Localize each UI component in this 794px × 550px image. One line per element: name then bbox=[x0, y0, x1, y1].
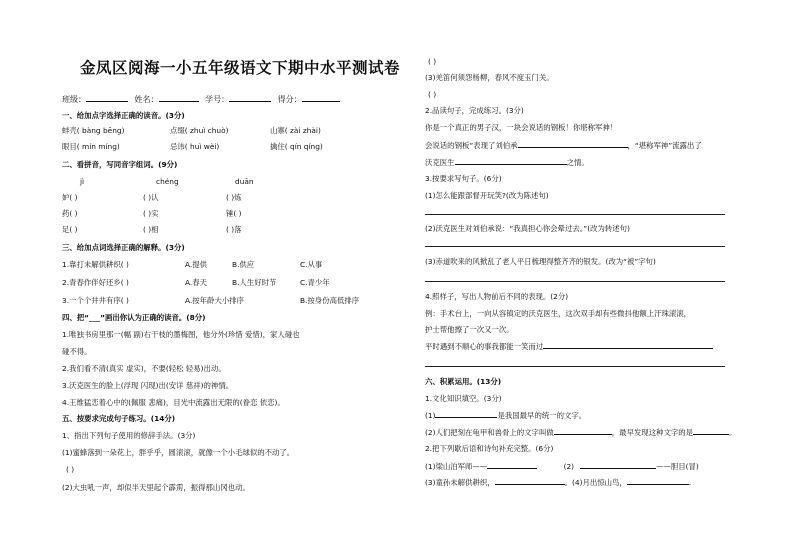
s6-text: (3)童孙未解供耕织， bbox=[425, 478, 495, 487]
name-label: 姓名： bbox=[134, 95, 159, 104]
q2-text: 之情。 bbox=[566, 158, 589, 167]
s2-item: 妒( ) bbox=[62, 193, 78, 202]
s2-item: ( )相 bbox=[143, 225, 159, 234]
q2-line-2 bbox=[425, 157, 589, 167]
section-3-heading: 三、给加点词选择正确的解释。(3分) bbox=[62, 243, 185, 252]
s2-item: 足( ) bbox=[62, 225, 78, 234]
s3-option: B.人生好时节 bbox=[232, 278, 277, 287]
s6-blank[interactable] bbox=[435, 410, 497, 418]
s3-item: 3.一个个井井有序( ) bbox=[62, 296, 129, 305]
s6-blank[interactable] bbox=[495, 477, 565, 485]
s1-item: 山寨( zài zhài) bbox=[270, 126, 321, 135]
s1-item: 忌讳( huì wèi) bbox=[170, 142, 220, 151]
q4-example: 例：手术台上，一向从容镇定的沃克医生，这次双手却有些微抖他额上汗珠滚滚， bbox=[425, 309, 692, 318]
s6-text: 是我国最早的统一的文字。 bbox=[497, 411, 587, 420]
q3-item: (3)赤道吹来的风掀乱了老人平日梳理得整齐齐的银发。(改为“被”字句) bbox=[425, 257, 656, 266]
s1-item: 眼目( mín míng) bbox=[62, 142, 120, 151]
s6-blank[interactable] bbox=[554, 427, 612, 435]
s6-blank[interactable] bbox=[580, 461, 656, 469]
r-line: (3)羌笛何须怨杨柳，春风不度玉门关。 bbox=[425, 73, 554, 82]
s2-item: ( )炼 bbox=[226, 193, 242, 202]
number-label: 学号： bbox=[205, 95, 230, 104]
s6-text: ——胆目(冒) bbox=[656, 462, 699, 471]
q4-text: 平时遇到不顺心的事我都能一笑而过 bbox=[425, 342, 544, 351]
s1-item: 蚌壳( bàng bēng) bbox=[62, 126, 125, 135]
score-blank[interactable] bbox=[302, 94, 340, 102]
s4-line: 1.唯独书房里那一(幅 副)右干枝的墨梅图，他分外(珍惜 爱惜)，家人碰也 bbox=[62, 330, 300, 339]
q4-blank[interactable] bbox=[543, 341, 713, 349]
pinyin-label: jì bbox=[80, 177, 85, 186]
s6-q1: 1.文化知识填空。(3分) bbox=[425, 394, 502, 403]
s6-blank[interactable] bbox=[627, 477, 689, 485]
s6-blank[interactable] bbox=[487, 461, 537, 469]
section-2-heading: 二、看拼音，写同音字组词。(9分) bbox=[62, 160, 178, 169]
s6-q2-1 bbox=[425, 461, 699, 471]
score-label: 得分： bbox=[277, 95, 302, 104]
s3-item: 1.靠打未解供耕织( ) bbox=[62, 260, 129, 269]
q4-prompt bbox=[425, 341, 713, 351]
s5-answer-bracket[interactable]: ( ) bbox=[66, 465, 75, 474]
answer-line[interactable] bbox=[425, 281, 725, 282]
s3-option: A.提供 bbox=[185, 260, 208, 269]
s6-text: 。(4)月出惊山鸟， bbox=[564, 478, 627, 487]
pinyin-label: duān bbox=[235, 177, 254, 186]
s3-option: A.春天 bbox=[185, 278, 208, 287]
s4-line: 2.我们看不清(真实 虚实)，不要(轻松 轻易)出动。 bbox=[62, 364, 226, 373]
s6-text: ，最早发现这种文字的是 bbox=[611, 428, 694, 437]
s6-q2: 2.把下列歇后语和诗句补充完整。(6分) bbox=[425, 444, 554, 453]
s1-item: 擒住( qín qíng) bbox=[270, 142, 323, 151]
class-blank[interactable] bbox=[86, 94, 128, 102]
s3-option: C.从事 bbox=[300, 260, 323, 269]
name-blank[interactable] bbox=[159, 94, 199, 102]
s5-line: (1)蜜蜂落到一朵花上，胖乎乎，圆滚滚，就像一个小毛球似的不动了。 bbox=[62, 448, 295, 457]
q2-line-1 bbox=[425, 140, 702, 150]
s3-option: B.按身份高低排序 bbox=[300, 296, 360, 305]
s3-option: C.青少年 bbox=[300, 278, 330, 287]
s6-text: (1)梁山泊军师—— bbox=[425, 462, 488, 471]
section-1-heading: 一、给加点字选择正确的读音。(3分) bbox=[62, 111, 185, 120]
q3-item: (2)沃克医生对刘伯承说：“我真担心你会晕过去。”(改为转述句) bbox=[425, 224, 630, 233]
answer-bracket[interactable]: ( ) bbox=[428, 90, 437, 99]
q4-heading: 4.照样子，写出人物前后不同的表现。(2分) bbox=[425, 292, 569, 301]
q2-text: 会说话的钢板”表现了刘伯承 bbox=[425, 141, 518, 150]
q3-heading: 3.按要求写句子。(6分) bbox=[425, 174, 502, 183]
s1-item: 点缀( zhuì chuò) bbox=[170, 126, 229, 135]
section-5-heading: 五、按要求完成句子练习。(14分) bbox=[62, 414, 176, 423]
q2-blank-1[interactable] bbox=[518, 140, 628, 148]
q2-blank-2[interactable] bbox=[455, 157, 567, 165]
s2-item: 锤( ) bbox=[226, 209, 242, 218]
s2-item: ( )落 bbox=[226, 225, 242, 234]
s6-text: (2)人们把刻在龟甲和兽骨上的文字叫做 bbox=[425, 428, 554, 437]
q3-item: (1)怎么能跟部督开玩笑?(改为陈述句) bbox=[425, 191, 549, 200]
s4-line: 4.王维猛恋着心中的(佩服 悲痛)，目光中流露出无限的(眷恋 依恋)。 bbox=[62, 398, 285, 407]
q2-text: 沃克医生 bbox=[425, 158, 455, 167]
s6-q1-2 bbox=[425, 427, 736, 437]
s3-item: 2.青春作伴好还乡( ) bbox=[62, 278, 129, 287]
answer-line[interactable] bbox=[425, 366, 725, 367]
answer-line[interactable] bbox=[425, 246, 725, 247]
s6-text: (2) bbox=[563, 462, 575, 471]
header-info bbox=[62, 94, 340, 104]
q2-text: ，“堪称军神”流露出了 bbox=[627, 141, 702, 150]
section-4-heading: 四、把“___”画出你认为正确的读音。(8分) bbox=[62, 313, 206, 322]
s3-option: A.按年龄大小排序 bbox=[185, 296, 245, 305]
s6-text: (1) bbox=[425, 411, 436, 420]
s6-q2-2: (3)童孙未解供耕织， 。(4)月出惊山鸟， . bbox=[425, 478, 692, 487]
section-6-heading: 六、积累运用。(13分) bbox=[425, 377, 502, 386]
s6-q1-1 bbox=[425, 410, 586, 420]
s4-line: 碰不得。 bbox=[62, 347, 92, 356]
s2-item: 药( ) bbox=[62, 209, 78, 218]
r-line: 你是一个真正的男子汉，一块会说话的钢板！你堪称军神！ bbox=[425, 123, 618, 132]
s2-item: ( )实 bbox=[143, 209, 159, 218]
class-label: 班级： bbox=[62, 95, 86, 104]
page-title: 金凤区阅海一小五年级语文下期中水平测试卷 bbox=[80, 59, 401, 77]
s6-text: 。 bbox=[729, 428, 737, 437]
s4-line: 3.沃克医生的脸上(浮现 闪现)出(安详 慈祥)的神情。 bbox=[62, 381, 234, 390]
answer-line[interactable] bbox=[425, 214, 725, 215]
pinyin-label: chéng bbox=[156, 177, 179, 186]
answer-bracket[interactable]: ( ) bbox=[428, 57, 437, 66]
s2-item: ( )认 bbox=[143, 193, 159, 202]
q4-example: 护士帮他擦了一次又一次。 bbox=[425, 325, 514, 334]
s5-line: 1、指出下列句子使用的修辞手法。(3分) bbox=[62, 431, 196, 440]
s5-line: (2)大虫吼一声，却似半天里起个霹雳，振得那山冈也动。 bbox=[62, 483, 250, 492]
s3-option: B.供应 bbox=[232, 260, 255, 269]
number-blank[interactable] bbox=[229, 94, 271, 102]
s6-blank[interactable] bbox=[693, 427, 729, 435]
r-line: 2.品读句子，完成练习。(3分) bbox=[425, 106, 524, 115]
